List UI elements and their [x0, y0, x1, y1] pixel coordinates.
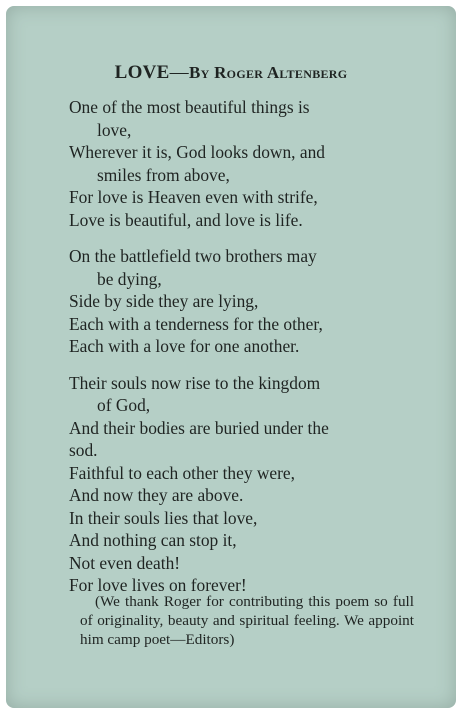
- poem-line: Wherever it is, God looks down, and: [69, 142, 325, 162]
- title-dash: —: [169, 62, 189, 83]
- poem-line: Faithful to each other they were,: [69, 462, 295, 483]
- poem-line: smiles from above,: [97, 164, 230, 185]
- poem-line: One of the most beautiful things is: [69, 97, 310, 117]
- poem-line: Each with a love for one another.: [69, 336, 300, 356]
- poem-line: be dying,: [97, 268, 162, 289]
- poem-line: And now they are above.: [69, 485, 244, 505]
- stanza-1: [69, 96, 439, 231]
- poem-line: sod.: [69, 440, 98, 460]
- stanza-3: [69, 372, 439, 597]
- poem-body: [69, 96, 439, 611]
- poem-line: Each with a tenderness for the other,: [69, 313, 323, 334]
- poem-line: In their souls lies that love,: [69, 507, 258, 528]
- byline: By Roger Altenberg: [188, 63, 348, 82]
- poem-line: And their bodies are buried under the: [69, 417, 329, 438]
- poem-line: On the battlefield two brothers may: [69, 246, 317, 266]
- poem-title: [6, 62, 456, 84]
- stanza-2: [69, 245, 439, 358]
- poem-card: [6, 6, 456, 708]
- editors-note: (We thank Roger for contributing this poem so full of originality, beauty and spiritual feeling. We appoint him camp poet—Editors): [80, 593, 414, 648]
- title-word: LOVE: [114, 62, 170, 83]
- poem-line: For love is Heaven even with strife,: [69, 187, 318, 207]
- poem-line: Not even death!: [69, 552, 181, 573]
- poem-line: Love is beautiful, and love is life.: [69, 209, 303, 230]
- poem-line: And nothing can stop it,: [69, 530, 237, 550]
- poem-line: For love lives on forever!: [69, 575, 247, 595]
- poem-line: love,: [97, 119, 132, 140]
- poem-line: Side by side they are lying,: [69, 291, 259, 311]
- poem-line: Their souls now rise to the kingdom: [69, 372, 321, 393]
- poem-line: of God,: [97, 395, 151, 415]
